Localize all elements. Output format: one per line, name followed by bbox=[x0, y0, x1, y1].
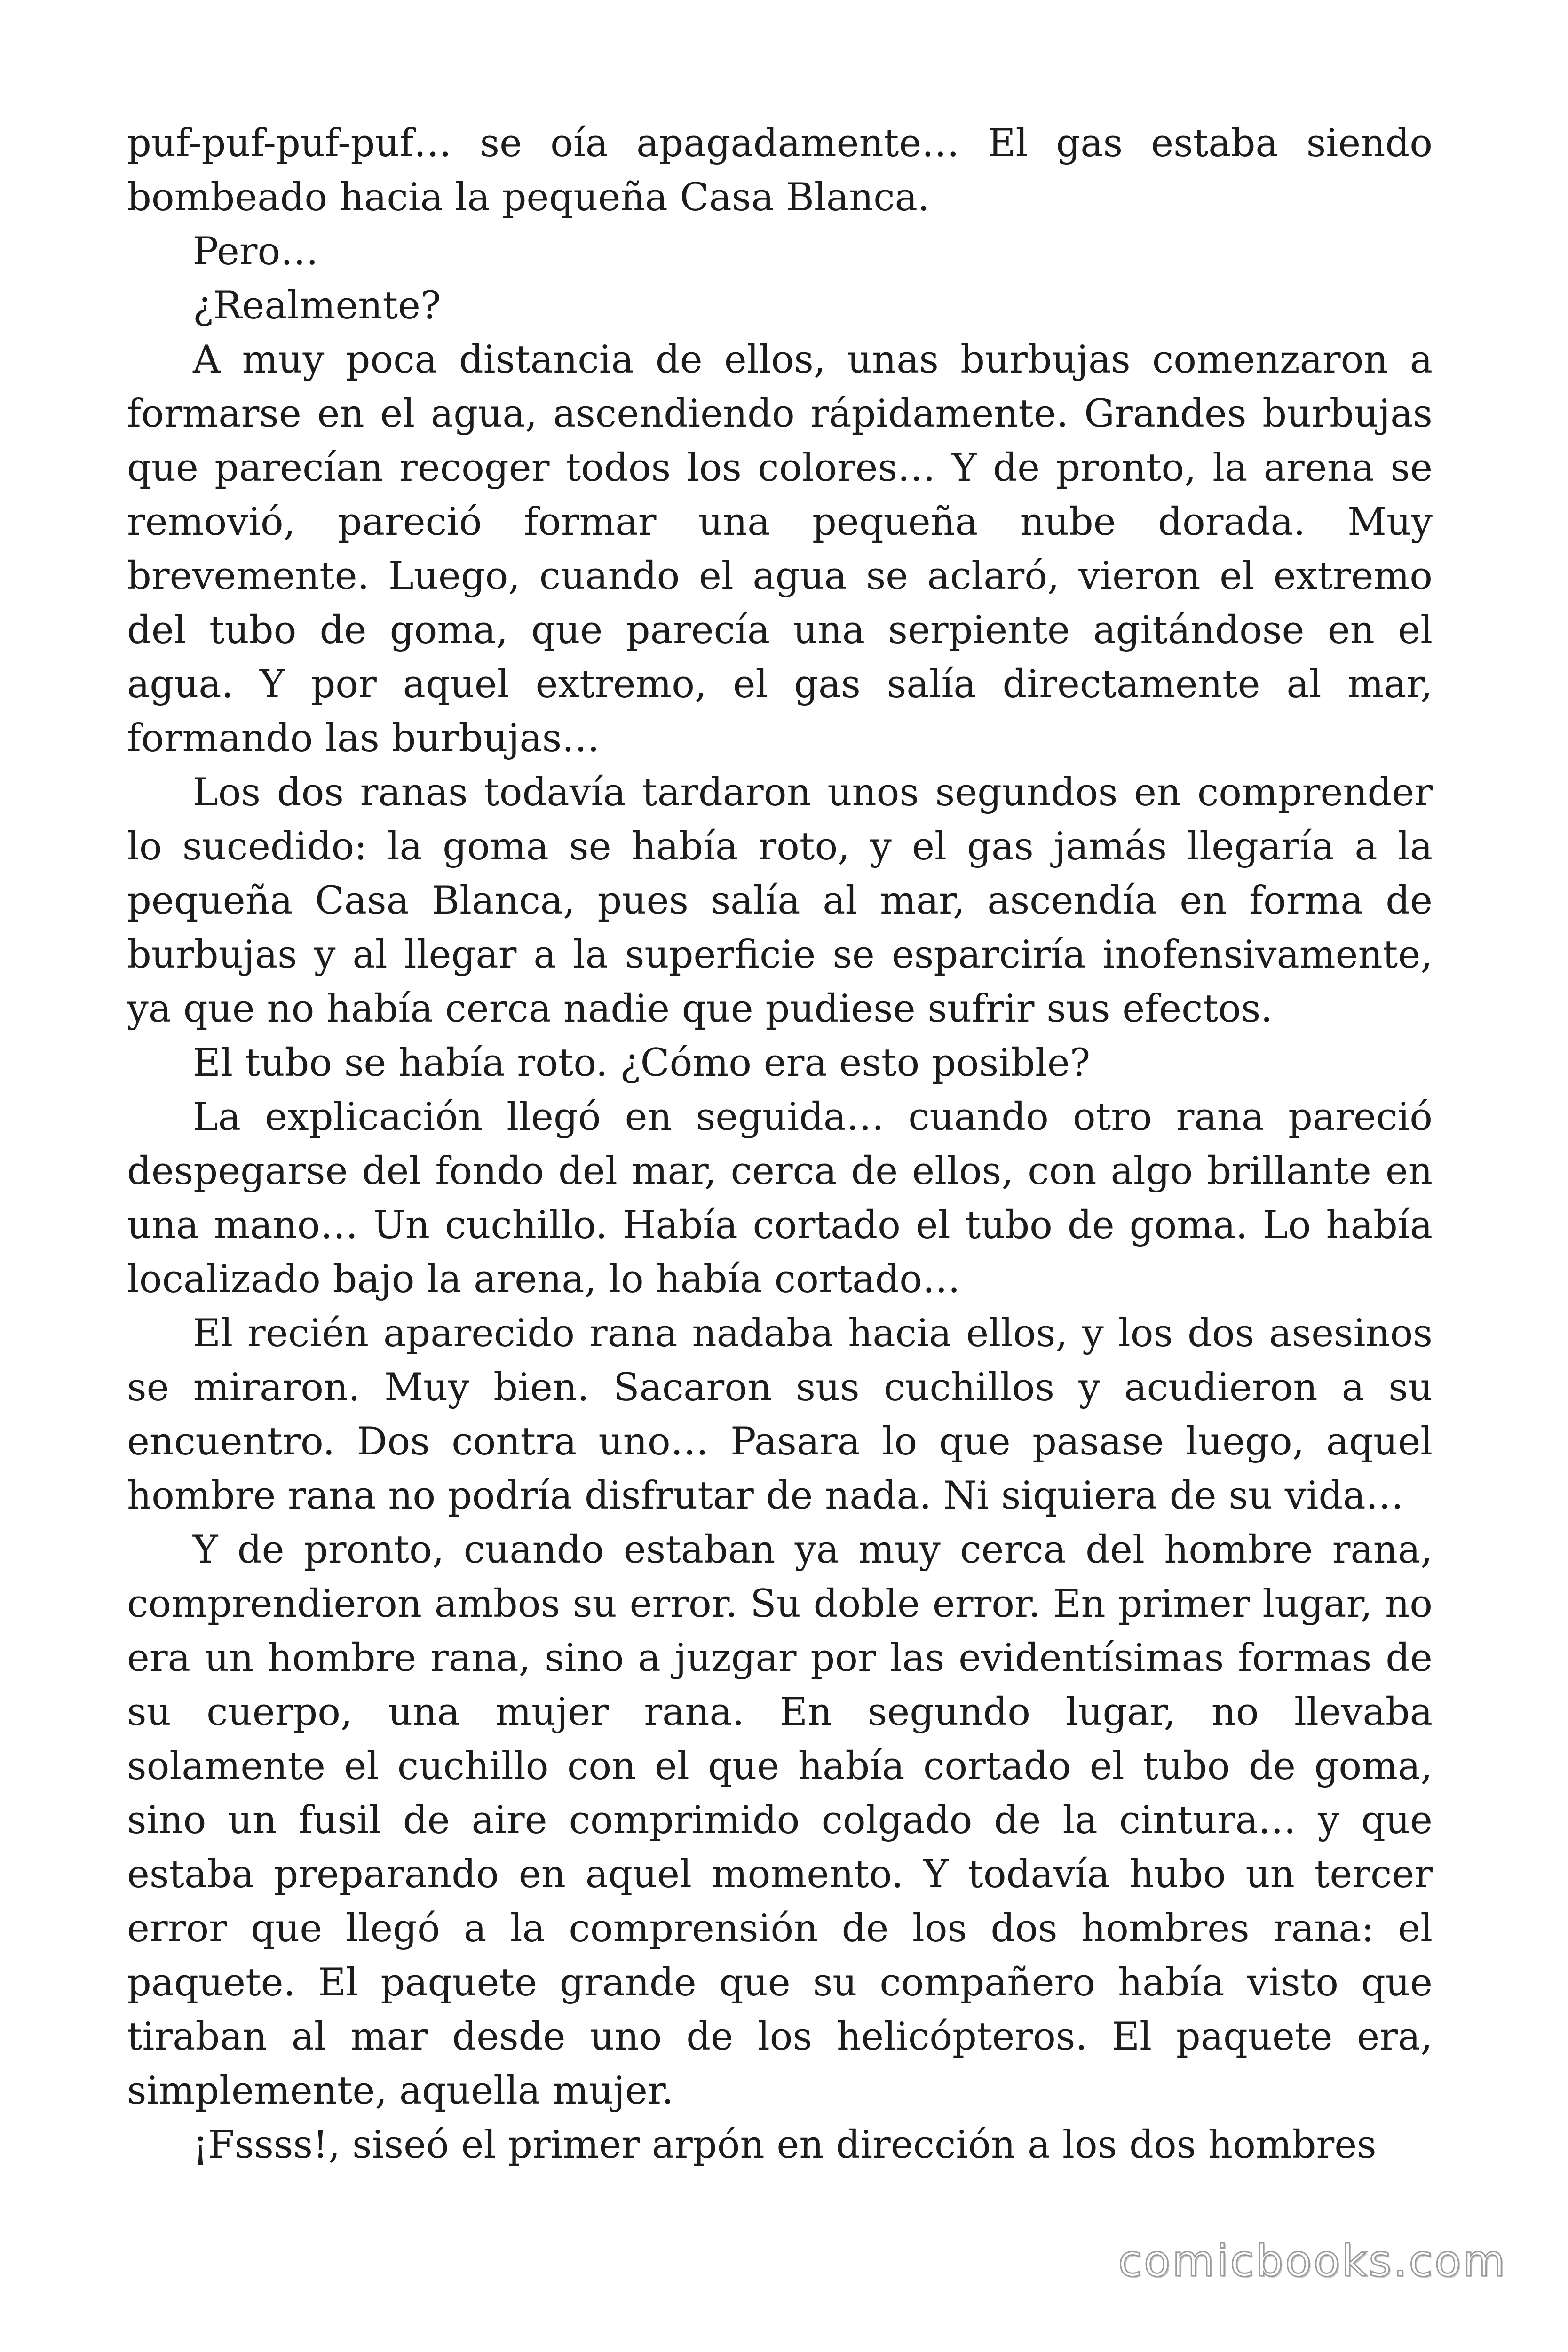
paragraph: puf-puf-puf-puf… se oía apagadamente… El gas estaba siendo bombeado hacia la pequeña Casa Blanca. bbox=[127, 121, 1433, 220]
paragraph: Pero… bbox=[193, 230, 319, 274]
paragraph: Y de pronto, cuando estaban ya muy cerca del hombre rana, comprendieron ambos su error. Su doble error. En primer lugar, no era un hombre rana, sino a juzgar por las evidentísimas formas de su cuerpo, una mujer rana. En segundo lugar, no llevaba solamente el cuchillo con el que había cortado el tubo de goma, sino un fusil de aire comprimido colgado de la cintura… y que estaba preparando en aquel momento. Y todavía hubo un tercer error que llegó a la comprensión de los dos hombres rana: el paquete. El paquete grande que su compañero había visto que tiraban al mar desde uno de los helicópteros. El paquete era, simplemente, aquella mujer. bbox=[127, 1528, 1433, 2113]
paragraph: Los dos ranas todavía tardaron unos segundos en comprender lo sucedido: la goma se había roto, y el gas jamás llegaría a la pequeña Casa Blanca, pues salía al mar, ascendía en forma de burbujas y al llegar a la superficie se esparciría inofensivamente, ya que no había cerca nadie que pudiese sufrir sus efectos. bbox=[127, 771, 1433, 1031]
paragraph: ¿Realmente? bbox=[193, 284, 441, 328]
paragraph: El tubo se había roto. ¿Cómo era esto posible? bbox=[193, 1041, 1091, 1085]
paragraph: A muy poca distancia de ellos, unas burbujas comenzaron a formarse en el agua, ascendiendo rápidamente. Grandes burbujas que parecían recoger todos los colores… Y de pronto, la arena se removió, pareció formar una pequeña nube dorada. Muy brevemente. Luego, cuando el agua se aclaró, vieron el extremo del tubo de goma, que parecía una serpiente agitándose en el agua. Y por aquel extremo, el gas salía directamente al mar, formando las burbujas… bbox=[127, 338, 1433, 761]
paragraph: ¡Fssss!, siseó el primer arpón en dirección a los dos hombres bbox=[193, 2123, 1377, 2167]
paragraph: El recién aparecido rana nadaba hacia ellos, y los dos asesinos se miraron. Muy bien. Sacaron sus cuchillos y acudieron a su encuentro. Dos contra uno… Pasara lo que pasase luego, aquel hombre rana no podría disfrutar de nada. Ni siquiera de su vida… bbox=[127, 1311, 1433, 1518]
paragraph: La explicación llegó en seguida… cuando otro rana pareció despegarse del fondo del mar, cerca de ellos, con algo brillante en una mano… Un cuchillo. Había cortado el tubo de goma. Lo había localizado bajo la arena, lo había cortado… bbox=[127, 1095, 1433, 1302]
site-watermark: comicbooks.com bbox=[1118, 2236, 1507, 2286]
book-page-text bbox=[127, 117, 1433, 2172]
